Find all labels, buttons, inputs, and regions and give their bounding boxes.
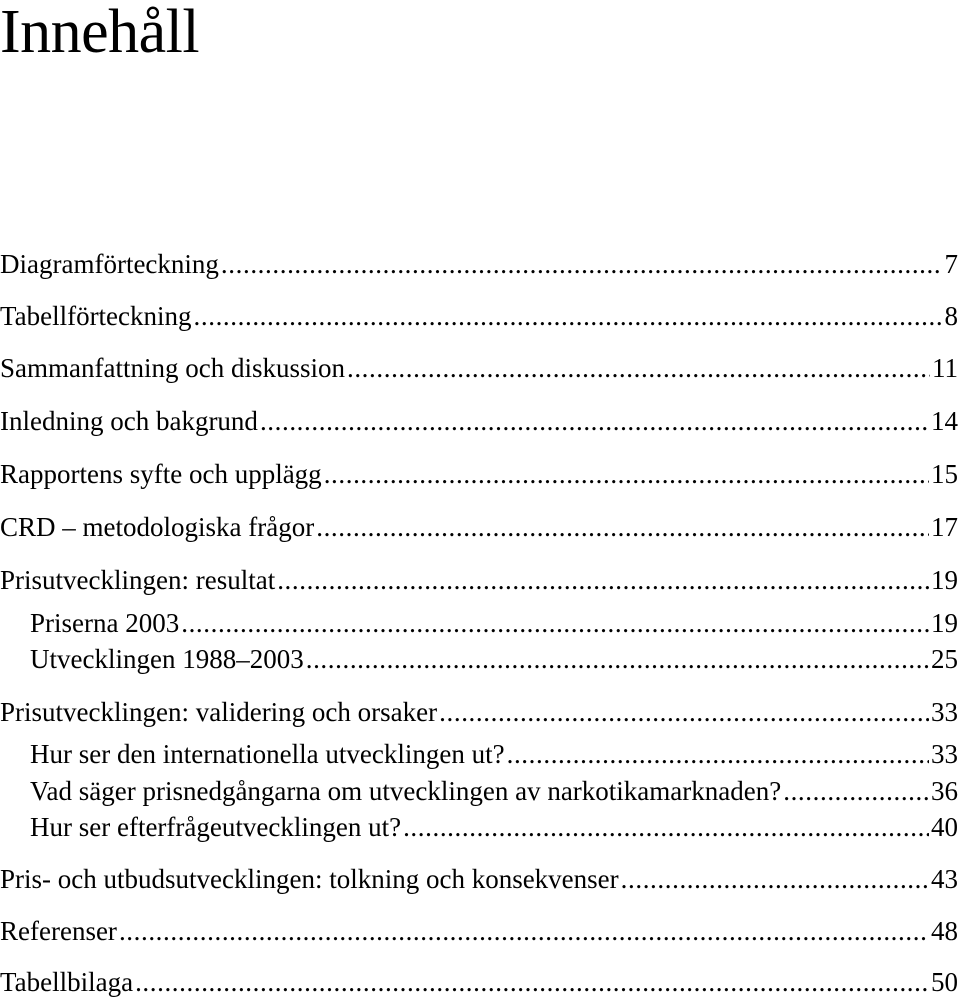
dot-leader xyxy=(119,913,929,949)
toc-entry-label: Utvecklingen 1988–2003 xyxy=(30,644,304,674)
toc-page-number: 25 xyxy=(931,644,958,674)
toc-entry-label: Sammanfattning och diskussion xyxy=(0,353,345,383)
toc-entry-label: Tabellbilaga xyxy=(0,967,134,997)
dot-leader xyxy=(260,403,929,439)
toc-page-number: 15 xyxy=(931,459,958,489)
toc-entry-prisutvecklingen-resultat[interactable] xyxy=(0,562,958,598)
toc-entry-label: Pris- och utbudsutvecklingen: tolkning och konsekvenser xyxy=(0,864,619,894)
toc-entry-label: Hur ser efterfrågeutvecklingen ut? xyxy=(30,812,402,842)
toc-entry-label: Vad säger prisnedgångarna om utvecklingen av narkotikamarknaden? xyxy=(30,776,782,806)
toc-entry-rapportens-syfte[interactable] xyxy=(0,456,958,492)
toc-entry-sammanfattning[interactable] xyxy=(0,350,958,386)
toc-entry-label: CRD – metodologiska frågor xyxy=(0,512,315,542)
page-title: Innehåll xyxy=(0,0,200,66)
toc-entry-label: Referenser xyxy=(0,916,117,946)
toc-entry-label: Inledning och bakgrund xyxy=(0,406,258,436)
toc-entry-label: Prisutvecklingen: resultat xyxy=(0,565,276,595)
dot-leader xyxy=(621,861,929,897)
dot-leader xyxy=(347,350,930,386)
dot-leader xyxy=(316,509,929,545)
toc-page-number: 50 xyxy=(931,967,958,997)
toc-entry-pris-och-utbudsutvecklingen[interactable] xyxy=(0,861,958,897)
toc-page-number: 48 xyxy=(931,916,958,946)
toc-entry-inledning[interactable] xyxy=(0,403,958,439)
dot-leader xyxy=(306,641,929,677)
toc-entry-validering-och-orsaker[interactable] xyxy=(0,694,958,730)
toc-page-number: 17 xyxy=(931,512,958,542)
dot-leader xyxy=(277,562,929,598)
toc-entry-label: Priserna 2003 xyxy=(30,608,180,638)
toc-entry-referenser[interactable] xyxy=(0,913,958,949)
dot-leader xyxy=(135,964,929,1000)
toc-entry-label: Hur ser den internationella utvecklingen ut? xyxy=(30,739,505,769)
dot-leader xyxy=(181,605,929,641)
toc-page-number: 14 xyxy=(931,406,958,436)
dot-leader xyxy=(324,456,929,492)
toc-entry-label: Diagramförteckning xyxy=(0,249,219,279)
dot-leader xyxy=(403,809,929,845)
toc-entry-label: Tabellförteckning xyxy=(0,301,192,331)
toc-page-number: 36 xyxy=(931,776,958,806)
toc-entry-utvecklingen-1988-2003[interactable] xyxy=(0,641,958,677)
dot-leader xyxy=(439,694,929,730)
toc-page-number: 7 xyxy=(944,249,958,279)
dot-leader xyxy=(194,298,943,334)
toc-page-number: 40 xyxy=(931,812,958,842)
dot-leader xyxy=(221,246,943,282)
toc-page-number: 19 xyxy=(931,608,958,638)
toc-entry-tabellforteckning[interactable] xyxy=(0,298,958,334)
toc-entry-internationella-utvecklingen[interactable] xyxy=(0,736,958,772)
dot-leader xyxy=(507,736,929,772)
toc-page-number: 19 xyxy=(931,565,958,595)
toc-page-number: 43 xyxy=(931,864,958,894)
toc-page-number: 8 xyxy=(944,301,958,331)
dot-leader xyxy=(783,773,929,809)
toc-entry-crd[interactable] xyxy=(0,509,958,545)
toc-entry-prisnedgangarna[interactable] xyxy=(0,773,958,809)
toc-entry-priserna-2003[interactable] xyxy=(0,605,958,641)
toc-entry-diagramforteckning[interactable] xyxy=(0,246,958,282)
toc-page-number: 33 xyxy=(931,697,958,727)
toc-page-number: 33 xyxy=(931,739,958,769)
toc-entry-tabellbilaga[interactable] xyxy=(0,964,958,1000)
toc-page-number: 11 xyxy=(932,353,958,383)
toc-entry-label: Prisutvecklingen: validering och orsaker xyxy=(0,697,438,727)
toc-entry-efterfrageutvecklingen[interactable] xyxy=(0,809,958,845)
toc-entry-label: Rapportens syfte och upplägg xyxy=(0,459,322,489)
